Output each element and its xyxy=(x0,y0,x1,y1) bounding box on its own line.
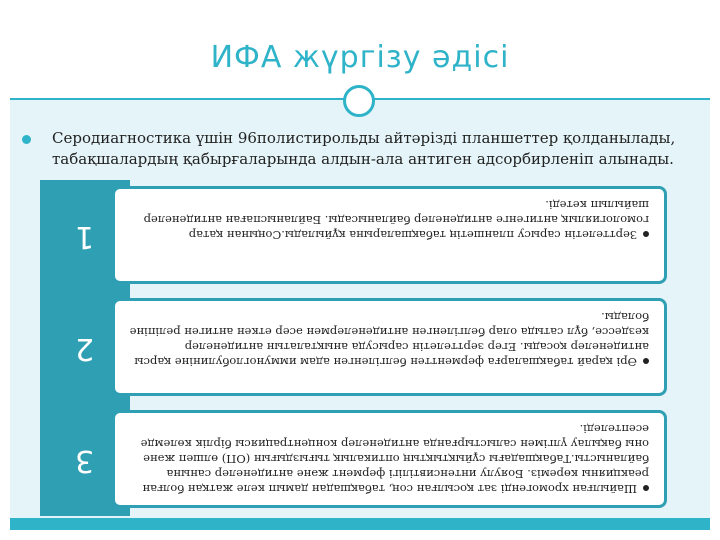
bullet-icon xyxy=(643,485,649,491)
intro-text: Серодиагностика үшін 96полистирольды айтәрізді планшеттер қолданылады, табақшалардың қабырғаларында алдын-ала антиген адсорбирленіп алынады. xyxy=(52,129,676,168)
step-box xyxy=(112,298,667,396)
step-text: Әрі қарай табақшаларға ферменттен белгіленген адам иммуноглобулиніне қарсы антиденелер қосады. Егер зерттелетін сарысуда анықталатын антиденелер кездессе, бұл сатыда олар белгіленген антиденелермен әсер еткен антиген реліпіне болады. xyxy=(129,310,649,369)
step-1 xyxy=(40,180,680,292)
footer-bar xyxy=(10,518,710,530)
step-box xyxy=(112,186,667,284)
step-number: 3 xyxy=(40,404,130,516)
bullet-icon xyxy=(643,231,649,237)
step-text: Зерттелетін сарысу планшетің табақшаларына құйылады.Соңынан қатар гомологиялық антигенге антиденелер байланысады. Байланыспаған антиденелер шайылып кетеді. xyxy=(143,198,649,242)
step-text: Шайылған хромогенді зат қосылған соң, табақшадан дамып келе жатқан болған реакцияны көреміз. Бояулу интенсивтілігі фермент және антиденелер санына байланысты.Табақшадағы сұйықтықтың оптикалық тығыздығын (ОП) өлшеп және оны бақылау үлгімен салыстырғанда антиденелер концентрациясы бірлік көлемде есептеледі. xyxy=(140,422,649,496)
step-3 xyxy=(40,404,680,516)
bullet-icon xyxy=(22,135,31,144)
slide-title: ИФА жүргізу әдісі xyxy=(210,40,510,75)
circle-icon xyxy=(343,85,375,117)
step-number: 1 xyxy=(40,180,130,292)
step-2 xyxy=(40,292,680,404)
step-number: 2 xyxy=(40,292,130,404)
bullet-icon xyxy=(643,358,649,364)
step-box xyxy=(112,410,667,508)
